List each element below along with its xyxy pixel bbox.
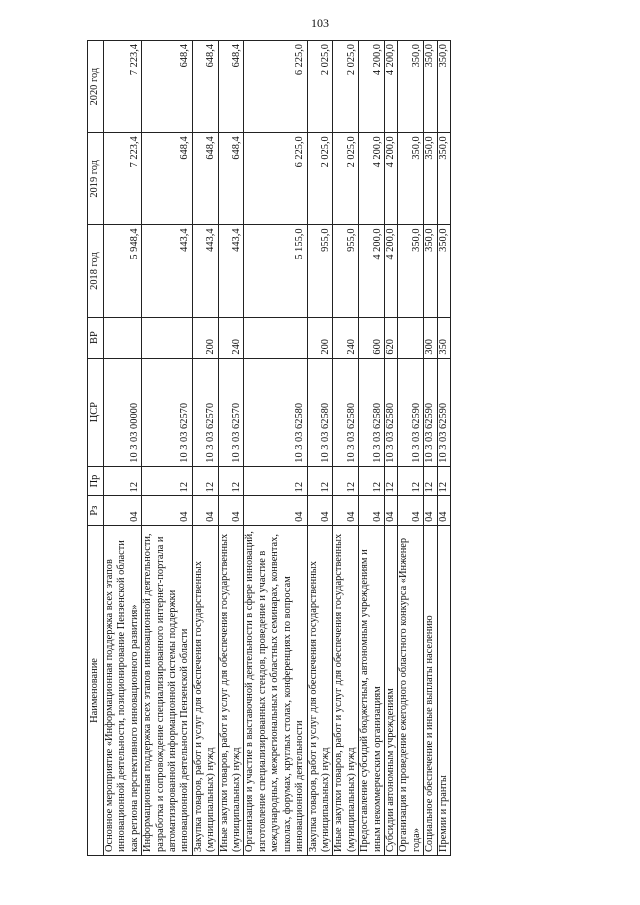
cell-rz: 04 — [398, 496, 424, 526]
header-pr: Пр — [88, 466, 104, 496]
header-row — [88, 41, 104, 856]
cell-pr: 12 — [192, 466, 218, 496]
table-row — [398, 41, 424, 856]
cell-csr: 10 3 03 62590 — [437, 358, 450, 466]
cell-vr — [244, 317, 307, 358]
cell-pr: 12 — [437, 466, 450, 496]
cell-2020: 350,0 — [398, 41, 424, 133]
table-row — [384, 41, 397, 856]
table-row — [244, 41, 307, 856]
cell-name: Организация и проведение ежегодного областного конкурса «Инженер года» — [398, 525, 424, 855]
cell-rz: 04 — [424, 496, 437, 526]
cell-pr: 12 — [333, 466, 359, 496]
cell-2018: 350,0 — [398, 225, 424, 317]
cell-2018: 5 948,4 — [104, 225, 142, 317]
cell-name: Предоставление субсидий бюджетным, автономным учреждениям и иным некоммерческим организациям — [359, 525, 385, 855]
header-vr: ВР — [88, 317, 104, 358]
cell-2019: 350,0 — [424, 133, 437, 225]
cell-2020: 2 025,0 — [307, 41, 333, 133]
cell-csr: 10 3 03 62580 — [333, 358, 359, 466]
cell-name: Закупка товаров, работ и услуг для обеспечения государственных (муниципальных) нужд — [307, 525, 333, 855]
table-row — [192, 41, 218, 856]
cell-csr: 10 3 03 62590 — [398, 358, 424, 466]
cell-csr: 10 3 03 62570 — [192, 358, 218, 466]
table-row — [104, 41, 142, 856]
cell-vr — [398, 317, 424, 358]
cell-2020: 6 225,0 — [244, 41, 307, 133]
cell-2020: 4 200,0 — [359, 41, 385, 133]
cell-2019: 4 200,0 — [359, 133, 385, 225]
cell-rz: 04 — [218, 496, 244, 526]
table-row — [424, 41, 437, 856]
cell-2019: 648,4 — [192, 133, 218, 225]
cell-2018: 4 200,0 — [384, 225, 397, 317]
cell-2018: 443,4 — [192, 225, 218, 317]
table-row — [333, 41, 359, 856]
rotated-table-container — [87, 40, 552, 856]
cell-csr: 10 3 03 00000 — [104, 358, 142, 466]
cell-csr: 10 3 03 62580 — [244, 358, 307, 466]
header-rz: Рз — [88, 496, 104, 526]
cell-2020: 7 223,4 — [104, 41, 142, 133]
cell-pr: 12 — [384, 466, 397, 496]
cell-name: Закупка товаров, работ и услуг для обеспечения государственных (муниципальных) нужд — [192, 525, 218, 855]
cell-pr: 12 — [244, 466, 307, 496]
cell-rz: 04 — [307, 496, 333, 526]
cell-2018: 443,4 — [142, 225, 193, 317]
cell-csr: 10 3 03 62580 — [359, 358, 385, 466]
cell-rz: 04 — [359, 496, 385, 526]
cell-pr: 12 — [142, 466, 193, 496]
table-row — [142, 41, 193, 856]
cell-2018: 350,0 — [424, 225, 437, 317]
cell-name: Субсидии автономным учреждениям — [384, 525, 397, 855]
cell-rz: 04 — [437, 496, 450, 526]
cell-vr: 240 — [333, 317, 359, 358]
table-row — [359, 41, 385, 856]
cell-name: Информационная поддержка всех этапов инновационной деятельности, разработка и сопровождение специализированного интернет-портала и автоматизированной информационной системы поддержки инновационной деятельности Пензенской области — [142, 525, 193, 855]
cell-name: Иные закупки товаров, работ и услуг для обеспечения государственных (муниципальных) нужд — [218, 525, 244, 855]
table-row — [307, 41, 333, 856]
cell-vr: 200 — [307, 317, 333, 358]
page-number: 103 — [311, 16, 329, 30]
cell-2019: 350,0 — [398, 133, 424, 225]
cell-2019: 6 225,0 — [244, 133, 307, 225]
budget-table — [87, 40, 451, 856]
cell-rz: 04 — [142, 496, 193, 526]
cell-rz: 04 — [384, 496, 397, 526]
cell-pr: 12 — [104, 466, 142, 496]
cell-name: Социальное обеспечение и иные выплаты населению — [424, 525, 437, 855]
cell-rz: 04 — [244, 496, 307, 526]
cell-name: Основное мероприятие «Информационная поддержка всех этапов инновационной деятельности, позиционирование Пензенской области как региона перспективного инновационного развития» — [104, 525, 142, 855]
cell-pr: 12 — [424, 466, 437, 496]
header-csr: ЦСР — [88, 358, 104, 466]
cell-2020: 648,4 — [218, 41, 244, 133]
cell-csr: 10 3 03 62570 — [142, 358, 193, 466]
header-2020: 2020 год — [88, 41, 104, 133]
cell-2020: 648,4 — [192, 41, 218, 133]
cell-2019: 4 200,0 — [384, 133, 397, 225]
cell-2019: 648,4 — [218, 133, 244, 225]
cell-2019: 7 223,4 — [104, 133, 142, 225]
cell-vr: 300 — [424, 317, 437, 358]
cell-2018: 4 200,0 — [359, 225, 385, 317]
table-body — [104, 41, 451, 856]
cell-2019: 2 025,0 — [333, 133, 359, 225]
cell-2018: 5 155,0 — [244, 225, 307, 317]
cell-2020: 350,0 — [437, 41, 450, 133]
cell-2018: 350,0 — [437, 225, 450, 317]
cell-vr: 200 — [192, 317, 218, 358]
cell-vr — [104, 317, 142, 358]
cell-2019: 2 025,0 — [307, 133, 333, 225]
cell-vr: 350 — [437, 317, 450, 358]
cell-vr: 240 — [218, 317, 244, 358]
header-2018: 2018 год — [88, 225, 104, 317]
cell-rz: 04 — [333, 496, 359, 526]
cell-name: Организация и участие в выставочной деятельности в сфере инноваций, изготовление специализированных стендов, проведение и участие в международных, межрегиональных и областных семинарах, конвентах, школах, форумах, круглых столах, конференциях по вопросам инновационной деятельности — [244, 525, 307, 855]
cell-pr: 12 — [398, 466, 424, 496]
cell-csr: 10 3 03 62580 — [384, 358, 397, 466]
cell-csr: 10 3 03 62580 — [307, 358, 333, 466]
cell-vr: 620 — [384, 317, 397, 358]
cell-2018: 443,4 — [218, 225, 244, 317]
cell-2020: 2 025,0 — [333, 41, 359, 133]
table-row — [218, 41, 244, 856]
cell-2019: 350,0 — [437, 133, 450, 225]
cell-name: Премии и гранты — [437, 525, 450, 855]
cell-2020: 4 200,0 — [384, 41, 397, 133]
cell-vr: 600 — [359, 317, 385, 358]
header-name: Наименование — [88, 525, 104, 855]
cell-rz: 04 — [192, 496, 218, 526]
table-header — [88, 41, 104, 856]
table-row — [437, 41, 450, 856]
cell-csr: 10 3 03 62570 — [218, 358, 244, 466]
cell-name: Иные закупки товаров, работ и услуг для обеспечения государственных (муниципальных) нужд — [333, 525, 359, 855]
cell-2020: 648,4 — [142, 41, 193, 133]
cell-2018: 955,0 — [333, 225, 359, 317]
cell-vr — [142, 317, 193, 358]
cell-pr: 12 — [307, 466, 333, 496]
cell-2019: 648,4 — [142, 133, 193, 225]
cell-pr: 12 — [218, 466, 244, 496]
cell-csr: 10 3 03 62590 — [424, 358, 437, 466]
cell-pr: 12 — [359, 466, 385, 496]
header-2019: 2019 год — [88, 133, 104, 225]
cell-rz: 04 — [104, 496, 142, 526]
cell-2020: 350,0 — [424, 41, 437, 133]
cell-2018: 955,0 — [307, 225, 333, 317]
